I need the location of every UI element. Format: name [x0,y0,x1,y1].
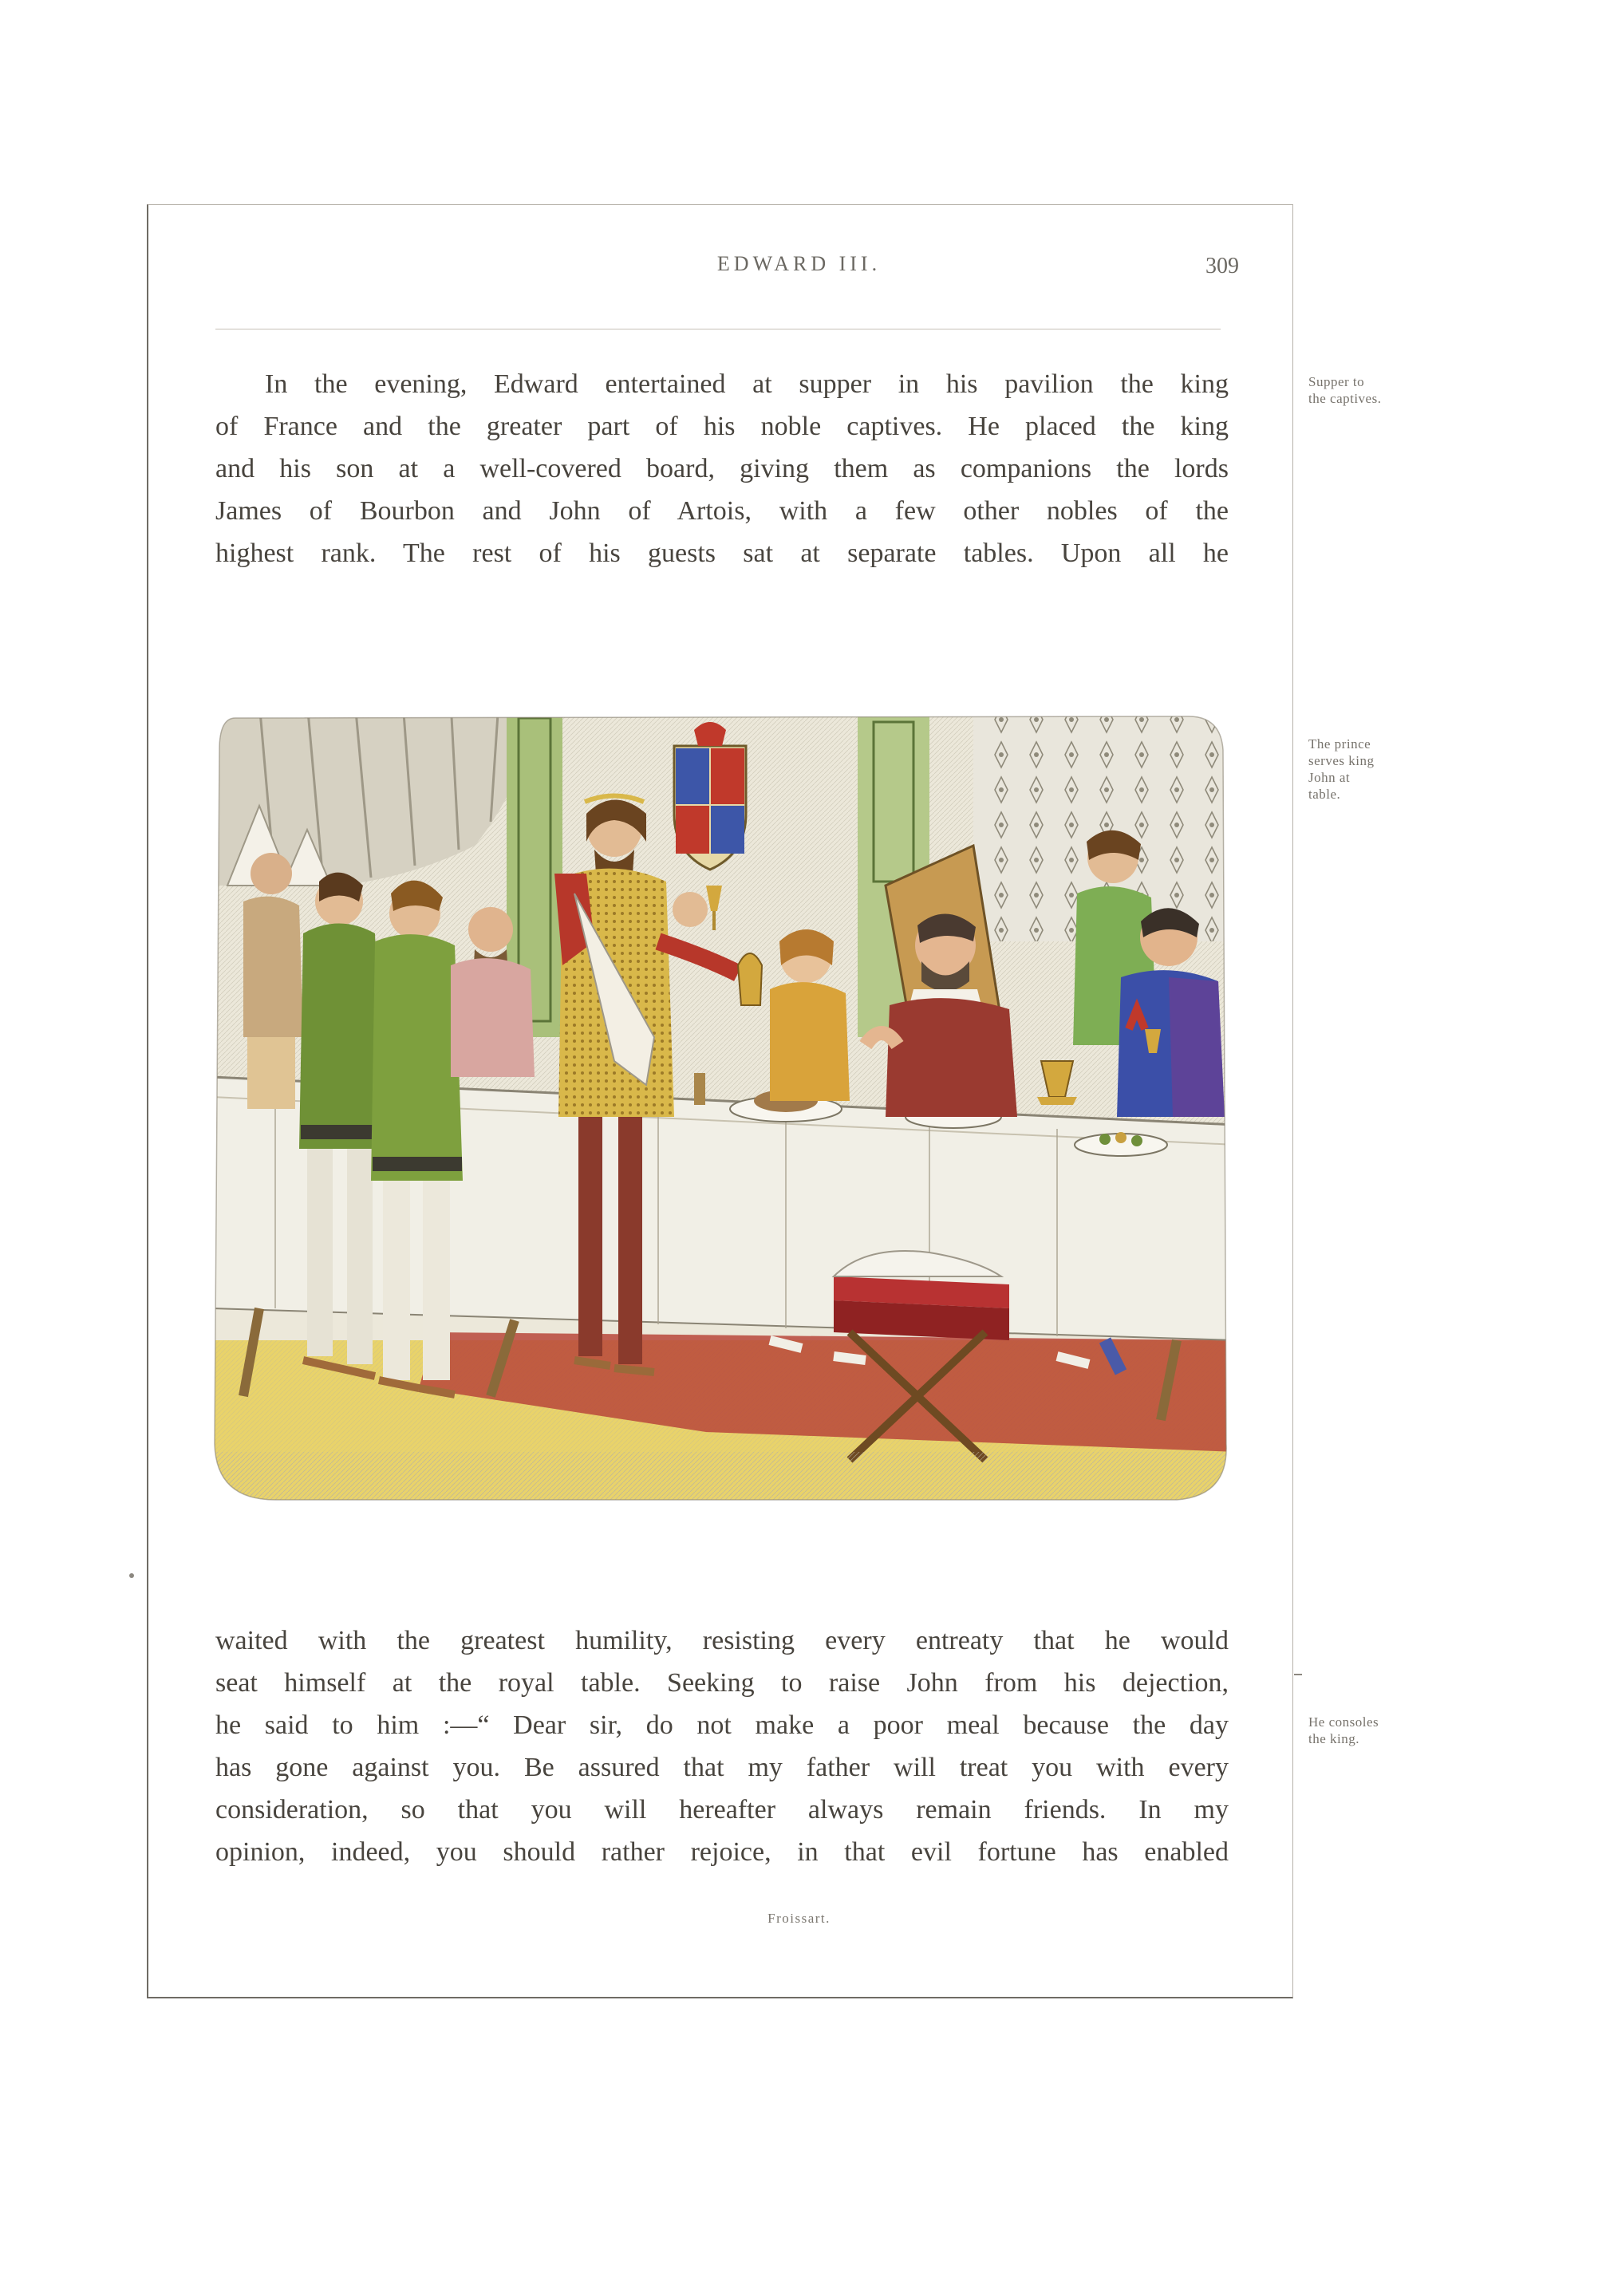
marginal-line: John at [1308,770,1351,785]
text-line: James of Bourbon and John of Artois, with a few other nobles of the [215,496,1229,526]
text-line: opinion, indeed, you should rather rejoice, in that evil fortune has enabled [215,1837,1229,1867]
marginal-line: the captives. [1308,391,1382,406]
margin-tick [1294,1674,1302,1675]
marginal-note-supper [1308,373,1428,407]
text-line: and his son at a well-covered board, giving them as companions the lords [215,454,1229,483]
body-text-top [215,363,1229,574]
marginal-line: He consoles [1308,1714,1379,1730]
text-line: has gone against you. Be assured that my father will treat you with every [215,1753,1229,1782]
marginal-note-prince-serves [1308,736,1428,803]
running-head: EDWARD III. [716,252,882,275]
marginal-line: table. [1308,787,1341,802]
text-line: seat himself at the royal table. Seeking to raise John from his dejection, [215,1668,1229,1698]
text-line: highest rank. The rest of his guests sat at separate tables. Upon all he [215,538,1229,568]
page-number: 309 [1205,254,1239,278]
body-text-bottom [215,1619,1229,1873]
marginal-line: The prince [1308,736,1371,752]
footer-credit: Froissart. [767,1911,831,1926]
text-line: consideration, so that you will hereafter always remain friends. In my [215,1795,1229,1825]
marginal-line: Supper to [1308,374,1365,389]
marginal-line: the king. [1308,1731,1359,1746]
text-line: he said to him :—“ Dear sir, do not make a poor meal because the day [215,1710,1229,1740]
marginal-line: serves king [1308,753,1375,768]
text-line: of France and the greater part of his noble captives. He placed the king [215,412,1229,441]
stray-dot [129,1573,134,1578]
marginal-note-consoles [1308,1714,1428,1747]
banquet-illustration [211,702,1237,1508]
text-line: waited with the greatest humility, resisting every entreaty that he would [215,1626,1229,1655]
text-line: In the evening, Edward entertained at supper in his pavilion the king [265,369,1229,399]
